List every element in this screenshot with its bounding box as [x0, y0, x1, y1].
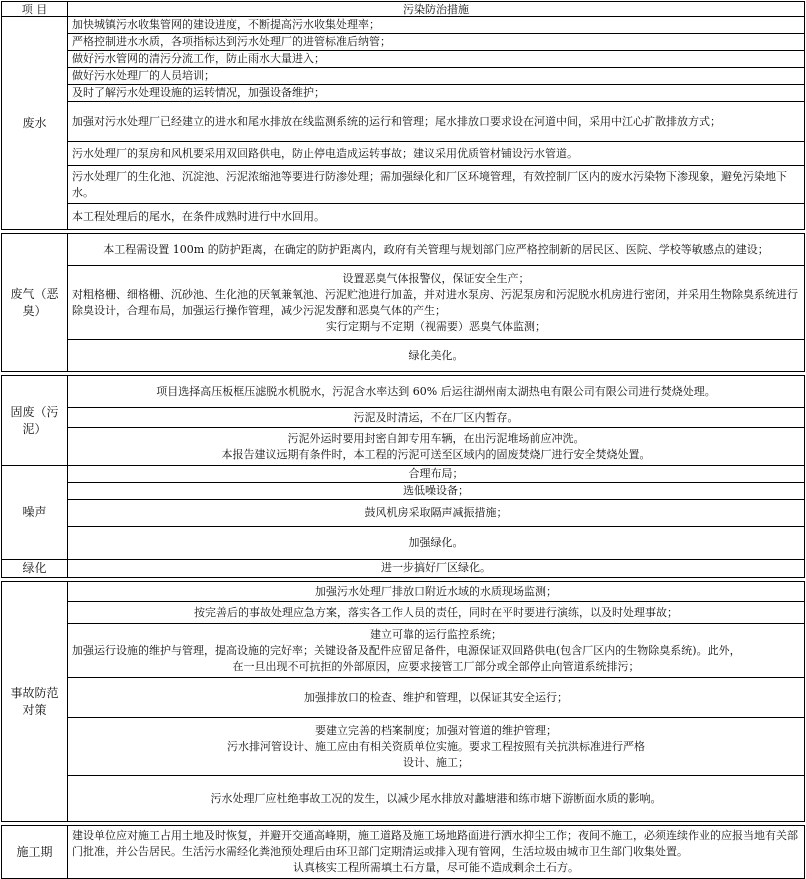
table-row: 及时了解污水处理设施的运转情况，加强设备维护； — [68, 84, 804, 101]
table-row: 按完善后的事故处理应急方案，落实各工作人员的责任，同时在平时要进行演练，以及时处理事故； — [68, 601, 804, 623]
section-body — [68, 466, 804, 559]
category-label: 绿化 — [2, 560, 68, 577]
table-row: 做好污水处理厂的人员培训； — [68, 67, 804, 84]
table-row: 污泥外运时要用封密自卸专用车辆，在出污泥堆场前应冲洗。 本报告建议远期有条件时，本工程的污泥可送至区域内的固废焚烧厂进行安全焚烧处置。 — [68, 427, 804, 465]
category-label: 废水 — [2, 17, 68, 229]
section-body — [68, 17, 804, 229]
table-row: 建立可靠的运行监控系统； 加强运行设施的维护与管理，提高设施的完好率；关键设备及配件应留足备件，电源保证双回路供电(包含厂区内的生物除臭系统)。此外， 在一旦出现不可抗拒的外部原因，应要求接管工厂部分或全部停止向管道系统排污； — [68, 623, 804, 677]
table-row: 加快城镇污水收集管网的建设进度，不断提高污水收集处理率； — [72, 18, 380, 31]
table-row: 污水处理厂的泵房和风机要采用双回路供电，防止停电造成运转事故；建议采用优质管材铺设污水管道。 — [68, 141, 804, 165]
table-row: 加强排放口的检查、维护和管理，以保证其安全运行； — [68, 677, 804, 717]
category-label: 固废（污泥） — [2, 376, 68, 465]
section-wastewater — [1, 17, 805, 230]
table-row: 设置恶臭气体报警仪，保证安全生产； 对粗格栅、细格栅、沉砂池、生化池的厌氧兼氧池、污泥贮池进行加盖，并对进水泵房、污泥泵房和污泥脱水机房进行密闭，并采用生物除臭系统进行除臭设计，合理布局，加强运行操作管理，减少污泥发酵和恶臭气体的产生； 实行定期与不定期（视需要）恶臭气体监测； — [68, 265, 804, 339]
table-row: 进一步搞好厂区绿化。 — [381, 561, 491, 574]
table-row: 本工程需设置 100m 的防护距离，在确定的防护距离内，政府有关管理与规划部门应严格控制新的居民区、医院、学校等敏感点的建设； — [103, 242, 769, 256]
table-row: 加强绿化。 — [68, 526, 804, 559]
section-construction-period — [1, 825, 805, 879]
table-row: 污水处理厂应杜绝事故工况的发生，以减少尾水排放对蠡塘港和练市塘下游断面水质的影响。 — [68, 775, 804, 821]
header-measures: 污染防治措施 — [403, 3, 469, 16]
section-body — [68, 826, 804, 878]
section-body — [68, 376, 804, 465]
section-noise — [1, 466, 805, 560]
table-row: 绿化美化。 — [68, 339, 804, 371]
table-row: 污泥及时清运，不在厂区内暂存。 — [68, 407, 804, 427]
category-label: 事故防范对策 — [2, 582, 68, 821]
section-solid-waste — [1, 375, 805, 466]
table-row: 加强污水处理厂排放口附近水域的水质现场监测； — [315, 584, 557, 598]
section-body — [68, 560, 804, 577]
section-exhaust-gas — [1, 233, 805, 372]
table-row: 做好污水管网的清污分流工作，防止雨水大量进入； — [68, 50, 804, 67]
section-body — [68, 234, 804, 371]
table-row: 加强对污水处理厂已经建立的进水和尾水排放在线监测系统的运行和管理；尾水排放口要求设在河道中间，采用中江心扩散排放方式； — [68, 101, 804, 141]
table-row: 项目选择高压板框压滤脱水机脱水，污泥含水率达到 60% 后运往湖州南太湖热电有限公司有限公司进行焚烧处理。 — [156, 384, 716, 398]
table-row: 建设单位应对施工占用土地及时恢复，并避开交通高峰期，施工道路及施工场地路面进行洒水抑尘工作；夜间不施工，必须连续作业的应报当地有关部门批准，并公告居民。生活污水需经化粪池预处理后由环卫部门定期清运或排入现有管网，生活垃圾由城市卫生部门收集处置。 认真核实工程所需填土石方量，尽可能不造成剩余土石方。 — [72, 829, 798, 874]
table-row: 鼓风机房采取隔声减振措施； — [68, 499, 804, 526]
section-body — [68, 582, 804, 821]
table-row: 污水处理厂的生化池、沉淀池、污泥浓缩池等要进行防渗处理；需加强绿化和厂区环境管理，有效控制厂区内的废水污染物下渗现象，避免污染地下水。 — [68, 165, 804, 203]
header-item: 项 目 — [2, 2, 68, 16]
section-accident-prevention — [1, 581, 805, 822]
table-row: 要建立完善的档案制度；加强对管道的维护管理； 污水排河管设计、施工应由有相关资质单位实施。要求工程按照有关抗洪标准进行严格 设计、施工； — [68, 717, 804, 775]
table-row: 合理布局； — [408, 467, 464, 480]
category-label: 施工期 — [2, 826, 68, 878]
category-label: 废气（恶臭） — [2, 234, 68, 371]
table-row: 选低噪设备； — [68, 482, 804, 499]
table-row: 严格控制进水水质，各项指标达到污水处理厂的进管标准后纳管； — [68, 33, 804, 50]
table-header — [1, 1, 805, 17]
section-greening — [1, 560, 805, 578]
table-row: 本工程处理后的尾水，在条件成熟时进行中水回用。 — [68, 203, 804, 229]
pollution-control-table — [1, 1, 805, 879]
category-label: 噪声 — [2, 466, 68, 559]
